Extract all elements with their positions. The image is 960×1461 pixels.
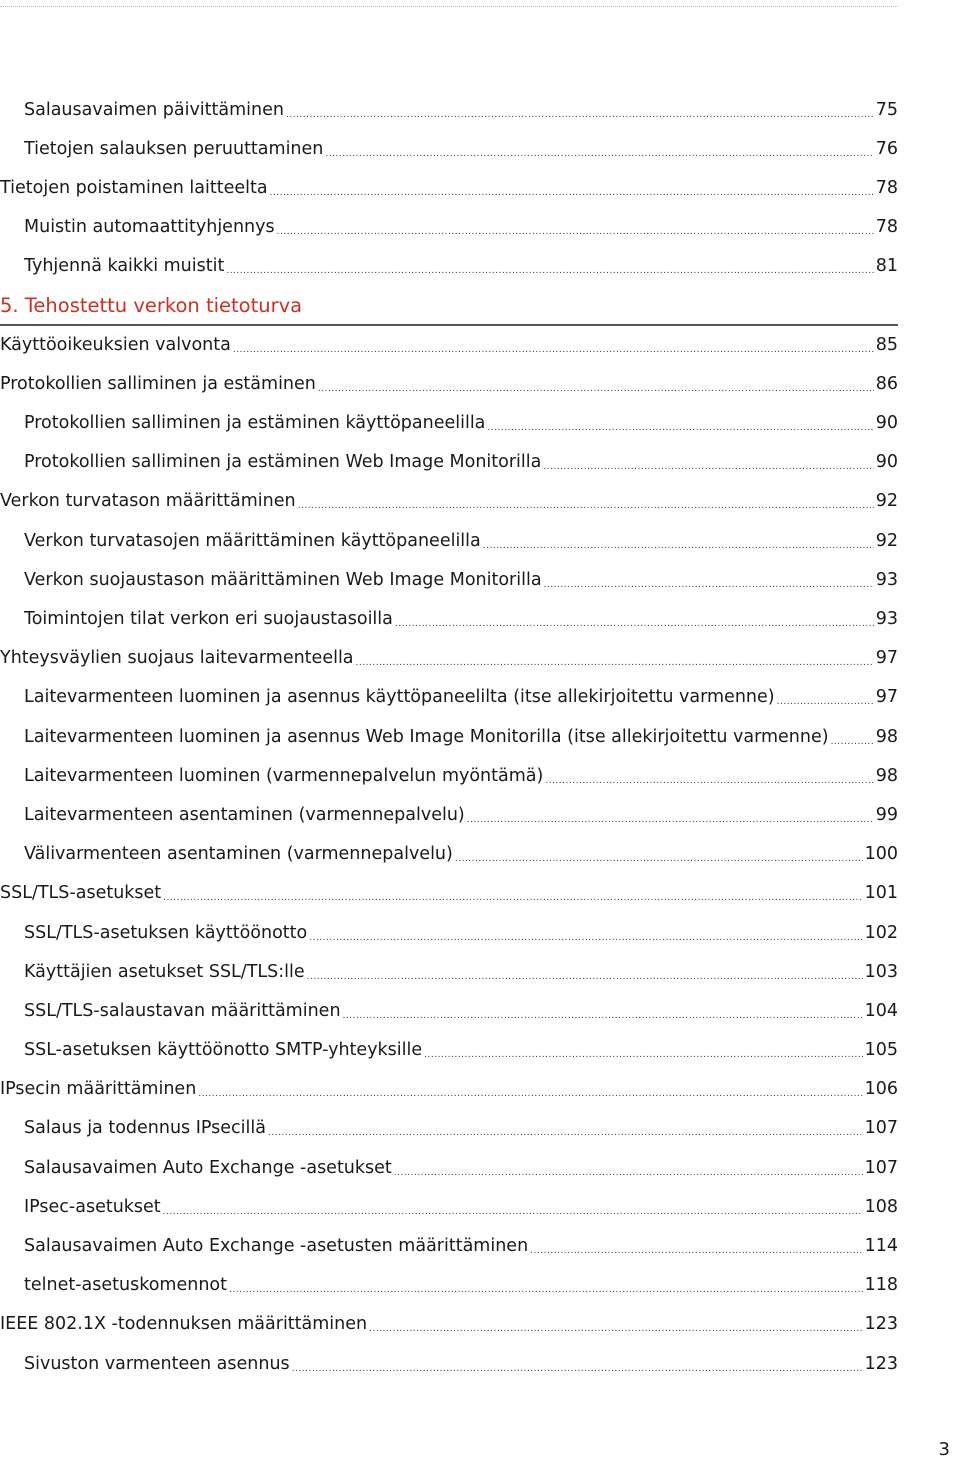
- dot-leader: [270, 188, 874, 198]
- toc-entry-page: 104: [864, 1000, 898, 1021]
- dot-leader: [268, 1128, 863, 1138]
- toc-subsection-entry[interactable]: [0, 208, 898, 247]
- toc-entry-page: 92: [875, 491, 898, 512]
- toc-entry-page: 90: [875, 413, 898, 434]
- toc-subsection-entry[interactable]: [0, 443, 898, 482]
- toc-section-entry[interactable]: [0, 482, 898, 521]
- toc-subsection-entry[interactable]: [0, 991, 898, 1030]
- toc-entry-title: Tyhjennä kaikki muistit: [24, 256, 225, 277]
- dot-leader: [318, 384, 874, 394]
- dot-leader: [286, 110, 874, 120]
- toc-entry-title: Tietojen salauksen peruuttaminen: [24, 138, 324, 159]
- toc-entry-title: telnet-asetuskomennot: [24, 1275, 227, 1296]
- dot-leader: [198, 1089, 862, 1099]
- dot-leader: [292, 1364, 863, 1374]
- toc-entry-title: Käyttöoikeuksien valvonta: [0, 334, 231, 355]
- toc-subsection-entry[interactable]: [0, 1226, 898, 1265]
- table-of-contents: [0, 90, 898, 1383]
- toc-entry-title: SSL/TLS-asetuksen käyttöönotto: [24, 922, 308, 943]
- toc-entry-title: Yhteysväylien suojaus laitevarmenteella: [0, 648, 354, 669]
- toc-entry-page: 100: [864, 844, 898, 865]
- toc-subsection-entry[interactable]: [0, 90, 898, 129]
- toc-entry-page: 93: [875, 569, 898, 590]
- toc-entry-title: IPsecin määrittäminen: [0, 1079, 197, 1100]
- dot-leader: [277, 227, 874, 237]
- toc-entry-page: 98: [875, 726, 898, 747]
- toc-entry-title: Laitevarmenteen luominen (varmennepalvelun myöntämä): [24, 765, 544, 786]
- toc-entry-page: 78: [875, 177, 898, 198]
- toc-section-entry[interactable]: [0, 874, 898, 913]
- toc-section-entry[interactable]: [0, 639, 898, 678]
- toc-entry-page: 92: [875, 530, 898, 551]
- dot-leader: [455, 854, 863, 864]
- toc-subsection-entry[interactable]: [0, 247, 898, 286]
- toc-entry-title: Käyttäjien asetukset SSL/TLS:lle: [24, 961, 305, 982]
- toc-entry-title: SSL-asetuksen käyttöönotto SMTP-yhteyksille: [24, 1040, 423, 1061]
- toc-entry-page: 114: [864, 1236, 898, 1257]
- toc-section-entry[interactable]: [0, 1305, 898, 1344]
- dot-leader: [163, 1207, 863, 1217]
- toc-entry-page: 81: [875, 256, 898, 277]
- toc-subsection-entry[interactable]: [0, 952, 898, 991]
- toc-entry-page: 107: [864, 1118, 898, 1139]
- chapter-underline: [0, 324, 898, 326]
- toc-subsection-entry[interactable]: [0, 1031, 898, 1070]
- toc-entry-page: 97: [875, 648, 898, 669]
- toc-entry-page: 98: [875, 765, 898, 786]
- dot-leader: [369, 1324, 862, 1334]
- toc-entry-page: 99: [875, 804, 898, 825]
- toc-entry-title: SSL/TLS-asetukset: [0, 883, 162, 904]
- toc-subsection-entry[interactable]: [0, 717, 898, 756]
- toc-section-entry[interactable]: [0, 325, 898, 364]
- toc-entry-page: 102: [864, 922, 898, 943]
- dot-leader: [545, 776, 873, 786]
- toc-entry-page: 107: [864, 1157, 898, 1178]
- toc-entry-title: Laitevarmenteen asentaminen (varmennepalvelu): [24, 804, 465, 825]
- toc-entry-title: Välivarmenteen asentaminen (varmennepalvelu): [24, 844, 453, 865]
- chapter-heading[interactable]: [0, 286, 898, 325]
- toc-entry-title: Salausavaimen Auto Exchange -asetusten määrittäminen: [24, 1236, 529, 1257]
- dot-leader: [325, 149, 873, 159]
- toc-section-entry[interactable]: [0, 1070, 898, 1109]
- dot-leader: [831, 737, 874, 747]
- dot-leader: [544, 580, 874, 590]
- toc-subsection-entry[interactable]: [0, 756, 898, 795]
- toc-entry-page: 90: [875, 452, 898, 473]
- toc-entry-title: Tietojen poistaminen laitteelta: [0, 177, 268, 198]
- toc-entry-title: Salausavaimen päivittäminen: [24, 99, 284, 120]
- dot-leader: [487, 423, 873, 433]
- toc-entry-page: 86: [875, 373, 898, 394]
- toc-subsection-entry[interactable]: [0, 599, 898, 638]
- toc-subsection-entry[interactable]: [0, 1344, 898, 1383]
- toc-entry-page: 108: [864, 1196, 898, 1217]
- toc-subsection-entry[interactable]: [0, 795, 898, 834]
- toc-entry-title: Verkon suojaustason määrittäminen Web Image Monitorilla: [24, 569, 542, 590]
- dot-leader: [777, 697, 874, 707]
- toc-entry-page: 118: [864, 1275, 898, 1296]
- toc-entry-title: Salausavaimen Auto Exchange -asetukset: [24, 1157, 392, 1178]
- toc-entry-page: 123: [864, 1314, 898, 1335]
- toc-entry-page: 103: [864, 961, 898, 982]
- toc-entry-page: 78: [875, 217, 898, 238]
- chapter-title: 5. Tehostettu verkon tietoturva: [0, 294, 303, 318]
- toc-entry-title: Protokollien salliminen ja estäminen käyttöpaneelilla: [24, 413, 486, 434]
- toc-subsection-entry[interactable]: [0, 560, 898, 599]
- dot-leader: [226, 266, 873, 276]
- toc-entry-title: Salaus ja todennus IPsecillä: [24, 1118, 266, 1139]
- toc-entry-page: 93: [875, 609, 898, 630]
- toc-section-entry[interactable]: [0, 168, 898, 207]
- dot-leader: [307, 972, 863, 982]
- toc-entry-page: 76: [875, 138, 898, 159]
- dot-leader: [229, 1285, 863, 1295]
- toc-subsection-entry[interactable]: [0, 404, 898, 443]
- toc-entry-page: 123: [864, 1353, 898, 1374]
- toc-entry-title: Toimintojen tilat verkon eri suojaustasoilla: [24, 609, 393, 630]
- toc-entry-title: Protokollien salliminen ja estäminen: [0, 373, 316, 394]
- toc-subsection-entry[interactable]: [0, 678, 898, 717]
- toc-entry-title: Verkon turvatason määrittäminen: [0, 491, 296, 512]
- dot-leader: [395, 619, 874, 629]
- toc-entry-page: 75: [875, 99, 898, 120]
- dot-leader: [394, 1168, 863, 1178]
- toc-subsection-entry[interactable]: [0, 1266, 898, 1305]
- dot-leader: [163, 893, 862, 903]
- dot-leader: [298, 501, 874, 511]
- toc-entry-title: Muistin automaattityhjennys: [24, 217, 275, 238]
- toc-entry-title: Laitevarmenteen luominen ja asennus käyttöpaneelilta (itse allekirjoitettu varmenne): [24, 687, 775, 708]
- dot-leader: [543, 462, 873, 472]
- dot-leader: [233, 345, 874, 355]
- toc-entry-page: 101: [864, 883, 898, 904]
- dot-leader: [424, 1050, 862, 1060]
- toc-entry-page: 97: [875, 687, 898, 708]
- toc-subsection-entry[interactable]: [0, 521, 898, 560]
- toc-entry-title: IPsec-asetukset: [24, 1196, 161, 1217]
- dot-leader: [483, 541, 874, 551]
- toc-subsection-entry[interactable]: [0, 835, 898, 874]
- toc-subsection-entry[interactable]: [0, 129, 898, 168]
- toc-subsection-entry[interactable]: [0, 1148, 898, 1187]
- toc-subsection-entry[interactable]: [0, 1187, 898, 1226]
- page-number: 3: [938, 1439, 950, 1460]
- toc-entry-title: Protokollien salliminen ja estäminen Web Image Monitorilla: [24, 452, 542, 473]
- toc-entry-title: IEEE 802.1X -todennuksen määrittäminen: [0, 1314, 368, 1335]
- toc-entry-title: Laitevarmenteen luominen ja asennus Web Image Monitorilla (itse allekirjoitettu varmenne): [24, 726, 829, 747]
- toc-entry-page: 85: [875, 334, 898, 355]
- dot-leader: [343, 1011, 863, 1021]
- top-rule: [0, 6, 898, 7]
- dot-leader: [356, 658, 874, 668]
- toc-entry-title: Verkon turvatasojen määrittäminen käyttöpaneelilla: [24, 530, 481, 551]
- toc-entry-title: SSL/TLS-salaustavan määrittäminen: [24, 1000, 341, 1021]
- toc-entry-page: 105: [864, 1040, 898, 1061]
- dot-leader: [530, 1246, 862, 1256]
- toc-subsection-entry[interactable]: [0, 1109, 898, 1148]
- toc-subsection-entry[interactable]: [0, 913, 898, 952]
- dot-leader: [467, 815, 874, 825]
- toc-entry-page: 106: [864, 1079, 898, 1100]
- toc-entry-title: Sivuston varmenteen asennus: [24, 1353, 290, 1374]
- toc-section-entry[interactable]: [0, 364, 898, 403]
- dot-leader: [309, 933, 862, 943]
